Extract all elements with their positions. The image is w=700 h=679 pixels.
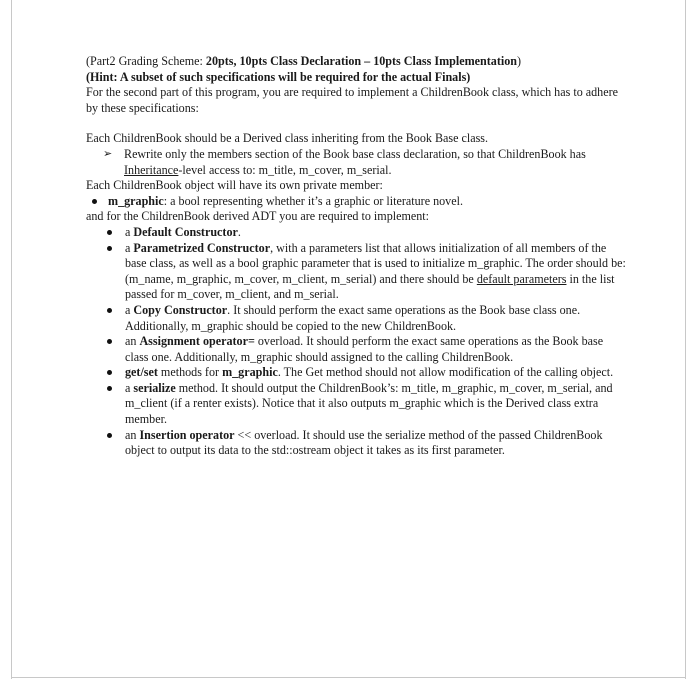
list-item-serialize: a serialize method. It should output the ChildrenBook’s: m_title, m_graphic, m_cover, m_serial, and m_client (if a renter exists). Notice that it also outputs m_graphic which is the Derived class extra member.	[86, 381, 626, 428]
member-m-graphic: m_graphic: a bool representing whether it’s a graphic or literature novel.	[86, 194, 626, 210]
list-item-get-set: get/set methods for m_graphic. The Get method should not allow modification of the calling object.	[86, 365, 626, 381]
rewrite-instruction: ➢ Rewrite only the members section of the Book base class declaration, so that ChildrenBook has Inheritance-level access to: m_title, m_cover, m_serial.	[103, 146, 586, 177]
arrow-bullet-icon: ➢	[103, 147, 113, 160]
document-page	[86, 54, 626, 459]
bullet-icon	[107, 230, 112, 235]
page-border-right	[685, 0, 686, 679]
hint-line: (Hint: A subset of such specifications will be required for the actual Finals)	[86, 69, 471, 84]
bullet-icon	[107, 386, 112, 391]
page-border-bottom	[11, 677, 686, 678]
bullet-icon	[107, 370, 112, 375]
intro-paragraph: For the second part of this program, you are required to implement a ChildrenBook class, which has to adhere by these specifications:	[86, 85, 618, 115]
private-member-paragraph: Each ChildrenBook object will have its own private member:	[86, 178, 383, 193]
derived-class-paragraph: Each ChildrenBook should be a Derived class inheriting from the Book Base class.	[86, 131, 489, 146]
list-item-default-constructor: a Default Constructor.	[86, 225, 626, 241]
implement-paragraph: and for the ChildrenBook derived ADT you are required to implement:	[86, 209, 430, 224]
bullet-icon	[107, 339, 112, 344]
spacer	[86, 116, 626, 131]
requirements-list	[86, 225, 626, 459]
bullet-icon	[92, 199, 97, 204]
page-border-left	[11, 0, 12, 679]
grading-scheme-line: (Part2 Grading Scheme: 20pts, 10pts Class Declaration – 10pts Class Implementation)	[86, 54, 522, 68]
list-item-copy-constructor: a Copy Constructor. It should perform the exact same operations as the Book base class one. Additionally, m_graphic should be copied to the new ChildrenBook.	[86, 303, 626, 334]
list-item-parametrized-constructor: a Parametrized Constructor, with a parameters list that allows initialization of all members of the base class, as well as a bool graphic parameter that is used to initialize m_graphic. The order should be: (m_name, m_graphic, m_cover, m_client, m_serial) and there should be default parameters in the list passed for m_cover, m_client, and m_serial.	[86, 241, 626, 303]
bullet-icon	[107, 246, 112, 251]
bullet-icon	[107, 433, 112, 438]
bullet-icon	[107, 308, 112, 313]
list-item-insertion-operator: an Insertion operator << overload. It should use the serialize method of the passed ChildrenBook object to output its data to the std::ostream object it takes as its first parameter.	[86, 428, 626, 459]
list-item-assignment-operator: an Assignment operator= overload. It should perform the exact same operations as the Book base class one. Additionally, m_graphic should assigned to the calling ChildrenBook.	[86, 334, 626, 365]
